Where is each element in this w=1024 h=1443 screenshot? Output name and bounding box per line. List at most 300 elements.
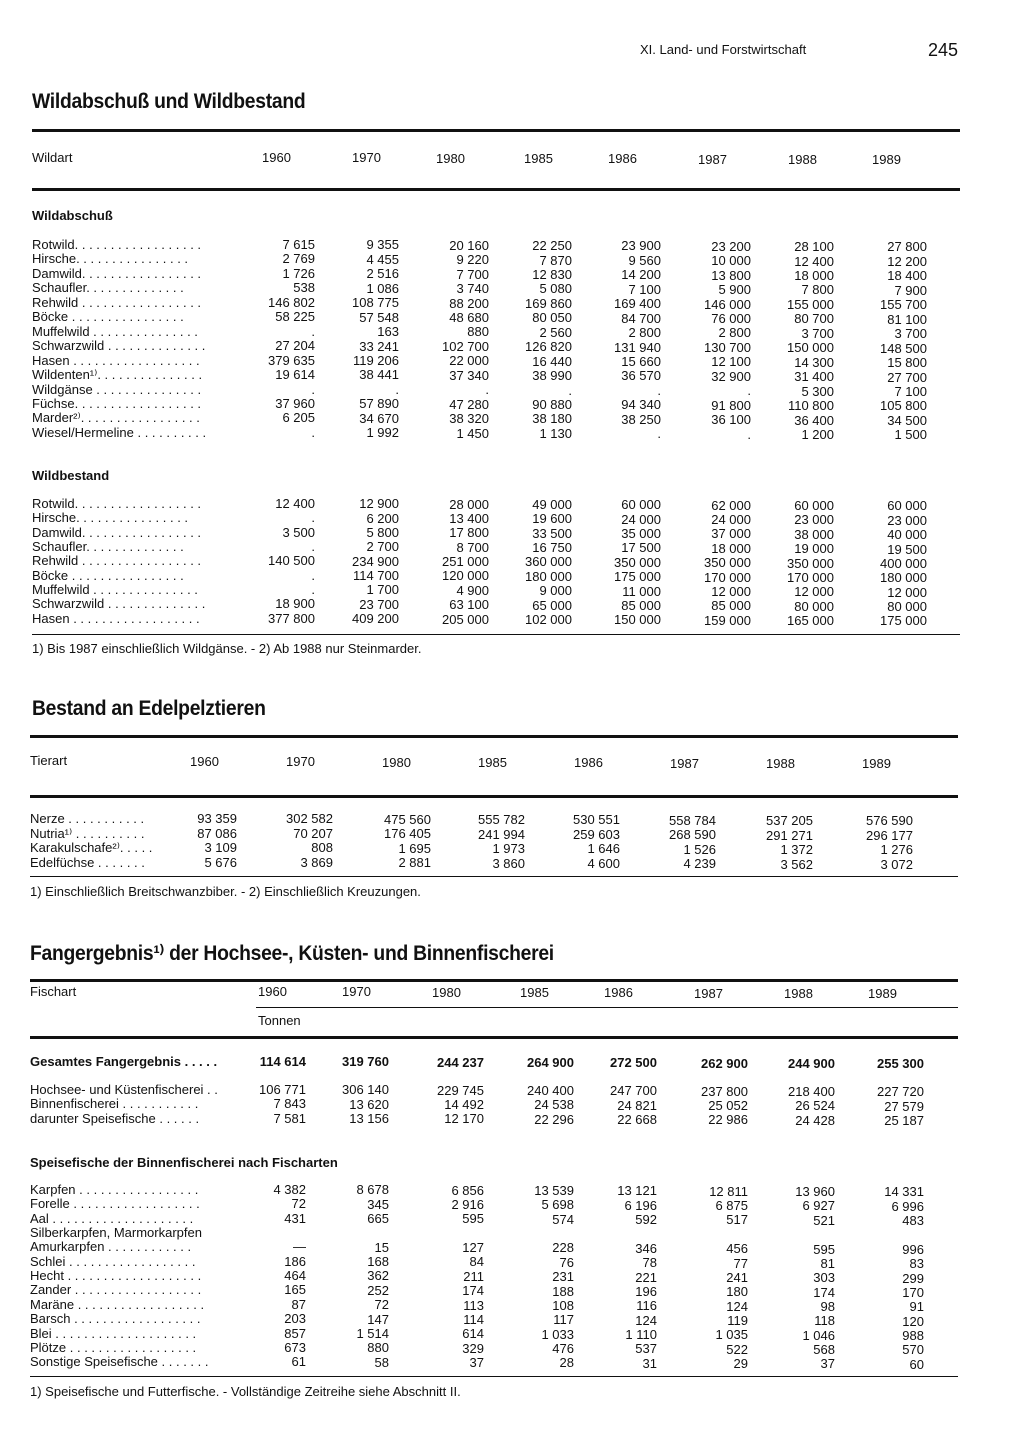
wild-footnote: 1) Bis 1987 einschließlich Wildgänse. - 2) Ab 1988 nur Steinmarder.: [32, 641, 422, 656]
row-label: Wildgänse . . . . . . . . . . . . . . .: [32, 382, 202, 397]
row-value: 58 225: [275, 309, 315, 325]
row-value: 84 700: [621, 310, 661, 326]
row-value: 76 000: [711, 311, 751, 326]
row-value: 24 000: [621, 511, 661, 527]
row-value: 4 382: [273, 1182, 306, 1197]
row-value: 3 109: [204, 840, 237, 855]
row-label: Hecht . . . . . . . . . . . . . . . . . . .: [30, 1269, 202, 1284]
row-label: Schwarzwild . . . . . . . . . . . . . .: [32, 597, 206, 612]
row-value: 568: [813, 1341, 835, 1357]
wild-title: Wildabschuß und Wildbestand: [32, 90, 306, 113]
row-value: 18 400: [887, 268, 927, 284]
row-value: 456: [726, 1241, 748, 1257]
row-label: Hochsee- und Küstenfischerei . .: [30, 1083, 218, 1097]
row-label: Karpfen . . . . . . . . . . . . . . . . .: [30, 1183, 199, 1197]
row-value: 102 000: [525, 611, 572, 627]
year-header-1986: 1986: [574, 755, 603, 771]
row-value: 8 678: [356, 1182, 389, 1198]
row-value: 240 400: [527, 1083, 574, 1099]
row-value: 60 000: [794, 498, 834, 514]
fisch-first-col-header: Fischart: [30, 984, 77, 999]
row-value: 234 900: [352, 553, 399, 569]
row-value: 17 800: [449, 525, 489, 541]
row-value: 268 590: [669, 827, 716, 843]
pelz-first-col-header: Tierart: [30, 753, 68, 768]
row-value: 345: [367, 1196, 389, 1212]
row-value: 483: [902, 1213, 924, 1229]
row-value: 12 200: [887, 253, 927, 269]
row-value: 6 196: [624, 1197, 657, 1213]
pelz-title: Bestand an Edelpelztieren: [32, 697, 266, 720]
row-value: 12 000: [887, 584, 927, 600]
row-value: .: [568, 382, 572, 398]
row-value: 262 900: [701, 1055, 748, 1071]
row-value: 2 560: [539, 324, 572, 340]
row-value: 165 000: [787, 612, 834, 628]
row-value: 1 046: [802, 1327, 835, 1343]
row-value: 38 441: [359, 367, 399, 383]
row-value: 302 582: [286, 811, 333, 827]
row-value: 25 187: [884, 1113, 924, 1129]
row-value: 409 200: [352, 611, 399, 627]
row-value: 77: [733, 1255, 748, 1271]
row-value: 241 994: [478, 826, 525, 842]
row-value: 1 514: [356, 1325, 389, 1341]
row-label: Zander . . . . . . . . . . . . . . . . . .: [30, 1283, 202, 1298]
row-value: 14 492: [444, 1097, 484, 1112]
row-value: 7 100: [894, 383, 927, 399]
row-value: 170: [902, 1284, 924, 1300]
row-value: 19 600: [532, 511, 572, 527]
row-value: 131 940: [614, 339, 661, 355]
row-label: Hirsche. . . . . . . . . . . . . . . .: [32, 511, 189, 526]
row-value: 3 500: [282, 524, 315, 540]
row-label: Hirsche. . . . . . . . . . . . . . . .: [32, 252, 189, 267]
row-value: 108: [552, 1297, 574, 1313]
row-value: 1 086: [366, 280, 399, 296]
row-value: 12 100: [711, 354, 751, 370]
row-value: 1 372: [780, 842, 813, 858]
row-value: 218 400: [788, 1084, 835, 1100]
row-value: 2 700: [366, 539, 399, 555]
row-value: 2 769: [282, 251, 315, 267]
row-value: 140 500: [268, 553, 315, 569]
row-value: 12 400: [275, 496, 315, 511]
row-value: 70 207: [293, 825, 333, 841]
row-value: 7 800: [801, 282, 834, 298]
row-value: 3 562: [780, 856, 813, 872]
row-value: 400 000: [880, 555, 927, 571]
row-value: 595: [813, 1241, 835, 1257]
row-value: 24 000: [711, 512, 751, 528]
row-value: 119 206: [352, 352, 399, 368]
row-value: 4 900: [456, 582, 489, 598]
row-value: 15 660: [621, 354, 661, 369]
row-value: 6 200: [366, 510, 399, 526]
row-value: 12 000: [711, 583, 751, 599]
row-value: 2 881: [398, 855, 431, 871]
year-header-1960: 1960: [258, 984, 287, 999]
row-value: 4 455: [366, 251, 399, 267]
row-value: 272 500: [610, 1055, 657, 1071]
row-label: Rehwild . . . . . . . . . . . . . . . . .: [32, 295, 202, 310]
row-value: 170 000: [704, 569, 751, 585]
row-value: 37: [469, 1354, 484, 1370]
row-value: 880: [367, 1340, 389, 1356]
year-header-1989: 1989: [862, 756, 891, 772]
row-value: 32 900: [711, 368, 751, 384]
row-value: 25 052: [708, 1098, 748, 1114]
row-value: 76: [559, 1254, 574, 1270]
row-value: 80 700: [794, 311, 834, 327]
row-value: 155 700: [880, 297, 927, 313]
row-value: 296 177: [866, 827, 913, 843]
row-value: 9 000: [539, 583, 572, 599]
row-value: 174: [813, 1284, 835, 1300]
row-value: 18 900: [275, 596, 315, 612]
row-value: 72: [374, 1297, 389, 1313]
row-value: 28 100: [794, 239, 834, 255]
row-label: Schaufler. . . . . . . . . . . . . .: [32, 281, 184, 296]
row-value: 362: [367, 1268, 389, 1284]
row-value: 72: [291, 1196, 306, 1212]
row-value: 26 524: [795, 1098, 835, 1114]
row-value: 5 698: [541, 1197, 574, 1213]
year-header-1985: 1985: [478, 755, 507, 771]
fisch-header-rule: [30, 1036, 958, 1039]
row-value: 2 516: [366, 266, 399, 282]
row-value: 12 900: [359, 496, 399, 512]
row-value: 251 000: [442, 554, 489, 570]
row-value: 475 560: [384, 811, 431, 827]
row-value: .: [311, 510, 315, 526]
row-value: 13 620: [349, 1096, 389, 1112]
row-value: 38 000: [794, 526, 834, 542]
row-value: 464: [284, 1268, 306, 1284]
year-header-1970: 1970: [286, 754, 315, 770]
row-value: 150 000: [787, 340, 834, 356]
row-value: 237 800: [701, 1083, 748, 1099]
row-value: 120 000: [442, 568, 489, 584]
row-label: Nutria¹⁾ . . . . . . . . . .: [30, 826, 145, 841]
row-label: Forelle . . . . . . . . . . . . . . . . . .: [30, 1197, 200, 1212]
row-value: 19 500: [887, 541, 927, 557]
row-value: 476: [552, 1340, 574, 1356]
year-header-1986: 1986: [608, 151, 637, 167]
row-value: 3 700: [801, 325, 834, 341]
row-value: 8 700: [456, 539, 489, 555]
row-value: 146 000: [704, 296, 751, 312]
row-label: Muffelwild . . . . . . . . . . . . . . .: [32, 583, 198, 598]
year-header-1960: 1960: [190, 754, 219, 769]
row-value: 12 000: [794, 584, 834, 600]
row-value: 34 500: [887, 412, 927, 428]
row-value: 40 000: [887, 527, 927, 543]
row-value: 880: [467, 324, 489, 340]
row-value: 3 740: [456, 281, 489, 297]
row-value: 303: [813, 1270, 835, 1286]
row-value: 244 237: [437, 1054, 484, 1070]
row-value: .: [311, 381, 315, 397]
row-value: 169 860: [525, 295, 572, 311]
row-value: 60: [909, 1356, 924, 1372]
row-value: 1 500: [894, 427, 927, 443]
row-value: 108 775: [352, 295, 399, 311]
row-label: Sonstige Speisefische . . . . . . .: [30, 1355, 209, 1370]
year-header-1960: 1960: [262, 150, 291, 165]
row-value: 61: [291, 1354, 306, 1370]
row-value: 346: [635, 1240, 657, 1256]
row-value: 65 000: [532, 597, 572, 613]
wild-header-rule: [32, 188, 960, 191]
row-value: 88 200: [449, 295, 489, 311]
row-value: 146 802: [268, 294, 315, 310]
row-label: Hasen . . . . . . . . . . . . . . . . . .: [32, 611, 200, 626]
year-header-1970: 1970: [352, 150, 381, 166]
row-value: 63 100: [449, 597, 489, 613]
row-value: 3 869: [300, 854, 333, 870]
row-value: 14 200: [621, 267, 661, 283]
row-value: 2 800: [628, 325, 661, 341]
row-value: 124: [726, 1298, 748, 1314]
row-value: 19 614: [275, 367, 315, 383]
row-value: 574: [552, 1211, 574, 1227]
row-value: 19 000: [794, 541, 834, 557]
row-value: 11 000: [622, 583, 661, 599]
row-value: 91: [909, 1299, 924, 1315]
row-value: 16 440: [532, 353, 572, 369]
row-value: 38 990: [532, 368, 572, 384]
row-value: 1 726: [282, 265, 315, 281]
row-value: 20 160: [449, 237, 489, 253]
row-value: 5 300: [801, 383, 834, 399]
row-value: 5 676: [204, 854, 237, 870]
row-value: 16 750: [532, 540, 572, 556]
row-value: 114: [463, 1311, 484, 1327]
year-header-1970: 1970: [342, 984, 371, 1000]
year-header-1986: 1986: [604, 985, 633, 1001]
row-value: 24 821: [617, 1097, 657, 1113]
row-value: 38 180: [532, 411, 572, 427]
row-label: Damwild. . . . . . . . . . . . . . . . .: [32, 525, 202, 540]
row-value: 57 890: [359, 396, 399, 412]
row-value: 522: [726, 1341, 748, 1357]
row-value: 18 000: [794, 268, 834, 283]
row-value: 530 551: [573, 812, 620, 828]
row-value: 114 614: [259, 1054, 306, 1069]
row-value: 673: [284, 1339, 306, 1355]
row-value: 27 204: [275, 338, 315, 354]
row-value: 13 800: [711, 267, 751, 283]
row-value: 231: [552, 1269, 574, 1285]
year-header-1988: 1988: [784, 986, 813, 1002]
row-value: 93 359: [197, 811, 237, 826]
row-value: 180 000: [880, 570, 927, 586]
row-value: 7 615: [282, 237, 315, 252]
row-value: 1 035: [715, 1327, 748, 1343]
row-value: 155 000: [787, 296, 834, 312]
row-value: 6 856: [451, 1182, 484, 1198]
year-header-1987: 1987: [670, 755, 699, 771]
row-value: 259 603: [573, 826, 620, 842]
row-value: 6 996: [891, 1198, 924, 1214]
row-value: 252: [367, 1282, 389, 1298]
row-value: 60 000: [621, 497, 661, 513]
row-value: 13 400: [449, 511, 489, 527]
row-value: 6 927: [802, 1198, 835, 1214]
row-value: 10 000: [711, 253, 751, 269]
row-value: —: [293, 1239, 306, 1255]
row-value: 221: [635, 1269, 657, 1285]
row-value: 244 900: [788, 1056, 835, 1072]
row-label: Rehwild . . . . . . . . . . . . . . . . .: [32, 554, 202, 569]
row-label: Karakulschafe²⁾. . . . .: [30, 841, 153, 855]
row-value: 31 400: [794, 369, 834, 385]
row-value: 3 860: [492, 855, 525, 871]
row-value: 538: [293, 280, 315, 296]
row-value: 38 320: [449, 411, 489, 427]
row-label: Maräne . . . . . . . . . . . . . . . . . .: [30, 1297, 205, 1312]
row-value: 159 000: [704, 612, 751, 628]
row-label: Plötze . . . . . . . . . . . . . . . . . .: [30, 1340, 197, 1355]
row-value: 13 121: [617, 1183, 657, 1199]
row-value: 13 156: [349, 1110, 389, 1126]
row-value: 7 700: [456, 266, 489, 282]
row-value: 105 800: [880, 398, 927, 414]
wild-top-rule: [32, 129, 960, 132]
year-header-1980: 1980: [382, 754, 411, 770]
pelz-bottom-rule: [30, 876, 958, 877]
row-value: 38 250: [621, 411, 661, 427]
row-label: Böcke . . . . . . . . . . . . . . . .: [32, 310, 184, 325]
row-value: 22 668: [617, 1112, 657, 1127]
wild-bottom-rule: [32, 634, 960, 635]
row-value: 988: [902, 1327, 924, 1343]
row-label: Blei . . . . . . . . . . . . . . . . . . . .: [30, 1326, 197, 1341]
row-value: 227 720: [877, 1084, 924, 1100]
wild-bestand-heading: Wildbestand: [32, 468, 110, 483]
row-value: 377 800: [268, 610, 315, 626]
row-label: Füchse. . . . . . . . . . . . . . . . . .: [32, 396, 202, 411]
row-value: 31: [642, 1355, 657, 1371]
row-label: Damwild. . . . . . . . . . . . . . . . .: [32, 266, 202, 281]
row-label: Schwarzwild . . . . . . . . . . . . . .: [32, 339, 206, 354]
row-value: 9 355: [366, 237, 399, 253]
row-value: 537: [635, 1341, 657, 1357]
row-value: 36 400: [794, 412, 834, 428]
row-value: 264 900: [527, 1055, 574, 1071]
row-value: 170 000: [787, 569, 834, 585]
row-value: 91 800: [711, 397, 751, 413]
row-value: 12 830: [532, 266, 572, 282]
row-value: 15: [374, 1239, 389, 1255]
row-value: 37 000: [711, 526, 751, 542]
row-value: 5 800: [366, 525, 399, 541]
row-value: 350 000: [704, 555, 751, 571]
row-value: 6 205: [282, 410, 315, 426]
row-value: 1 700: [366, 582, 399, 598]
year-header-1980: 1980: [432, 984, 461, 1000]
row-value: 595: [462, 1211, 484, 1227]
row-value: 3 072: [880, 856, 913, 872]
row-value: .: [311, 424, 315, 440]
row-value: 291 271: [766, 827, 813, 843]
row-value: 150 000: [614, 612, 661, 628]
row-value: 47 280: [449, 396, 489, 412]
row-value: 1 526: [683, 841, 716, 857]
wild-abschuss-heading: Wildabschuß: [32, 208, 113, 223]
row-value: 85 000: [711, 598, 751, 614]
row-value: 23 200: [711, 238, 751, 254]
row-value: 22 250: [532, 238, 572, 254]
row-value: 299: [902, 1270, 924, 1286]
row-value: 102 700: [442, 338, 489, 354]
year-header-1989: 1989: [868, 986, 897, 1002]
row-value: 84: [469, 1254, 484, 1270]
row-label: darunter Speisefische . . . . . .: [30, 1111, 200, 1126]
row-value: 570: [902, 1342, 924, 1358]
row-label: Rotwild. . . . . . . . . . . . . . . . . .: [32, 238, 202, 252]
row-value: 81: [820, 1255, 835, 1271]
pelz-footnote: 1) Einschließlich Breitschwanzbiber. - 2) Einschließlich Kreuzungen.: [30, 884, 421, 899]
row-value: 148 500: [880, 340, 927, 356]
row-value: 228: [552, 1240, 574, 1256]
fisch-top-rule: [30, 979, 958, 982]
wild-first-col-header: Wildart: [32, 150, 73, 165]
row-label: Rotwild. . . . . . . . . . . . . . . . . .: [32, 497, 202, 511]
row-value: 175 000: [614, 569, 661, 585]
row-value: 36 100: [711, 412, 751, 428]
year-header-1988: 1988: [788, 152, 817, 168]
row-value: 12 170: [444, 1111, 484, 1127]
row-value: 7 843: [273, 1096, 306, 1112]
running-head: XI. Land- und Forstwirtschaft: [640, 42, 807, 57]
row-value: 90 880: [532, 397, 572, 412]
row-value: 1 200: [801, 426, 834, 442]
row-value: 126 820: [525, 339, 572, 355]
row-value: 18 000: [711, 540, 751, 556]
row-value: 1 130: [539, 425, 572, 441]
row-value: 857: [284, 1325, 306, 1341]
row-value: 22 296: [534, 1111, 574, 1127]
row-value: 1 695: [398, 840, 431, 856]
row-value: 127: [462, 1240, 484, 1256]
year-header-1987: 1987: [694, 985, 723, 1001]
row-value: 5 080: [539, 281, 572, 297]
row-value: 614: [462, 1326, 484, 1342]
row-value: 27 800: [887, 239, 927, 255]
row-label: Amurkarpfen . . . . . . . . . . . .: [30, 1240, 192, 1255]
row-value: 431: [284, 1210, 306, 1226]
row-value: 24 428: [795, 1112, 835, 1128]
row-value: 537 205: [766, 813, 813, 829]
row-value: 33 241: [359, 338, 399, 354]
year-header-1985: 1985: [520, 985, 549, 1001]
row-value: 33 500: [532, 525, 572, 541]
row-label: Wiesel/Hermeline . . . . . . . . . .: [32, 425, 207, 440]
row-value: 13 539: [534, 1183, 574, 1199]
row-value: 329: [462, 1340, 484, 1356]
row-value: 23 700: [359, 596, 399, 612]
row-value: 1 450: [456, 425, 489, 441]
row-value: 7 870: [539, 252, 572, 268]
row-value: 576 590: [866, 813, 913, 829]
row-value: 7 100: [628, 281, 661, 297]
row-value: 116: [636, 1298, 657, 1314]
row-value: 9 560: [628, 252, 661, 268]
row-value: 168: [367, 1254, 389, 1270]
row-label: Aal . . . . . . . . . . . . . . . . . . . .: [30, 1211, 194, 1226]
